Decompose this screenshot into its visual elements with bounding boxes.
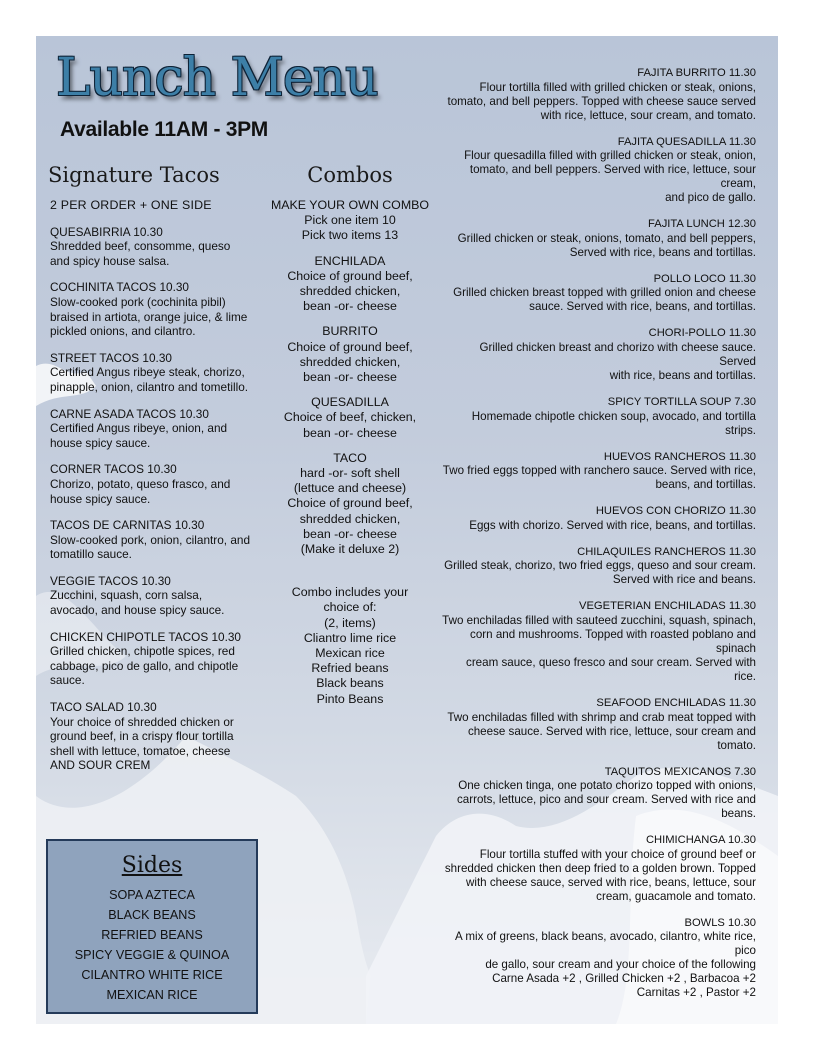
combo-option-line: bean -or- cheese	[303, 526, 397, 541]
item-name: TACOS DE CARNITAS 10.30	[50, 518, 205, 533]
combo-option-line: Choice of ground beef,	[287, 496, 413, 511]
item-name: FAJITA QUESADILLA 11.30	[617, 135, 756, 148]
item-name: TAQUITOS MEXICANOS 7.30	[604, 765, 756, 778]
signature-tacos-section	[50, 162, 250, 773]
item-name: VEGETERIAN ENCHILADAS 11.30	[579, 600, 756, 613]
menu-item	[442, 217, 756, 260]
item-description-line: cheese sauce. Served with rice, lettuce, sour cream and	[467, 724, 756, 738]
item-description-line: shredded chicken then deep fried to a golden brown. Topped	[444, 861, 756, 875]
menu-item	[442, 833, 756, 904]
menu-item	[50, 630, 250, 688]
menu-item	[442, 272, 756, 315]
item-description-line: tomato, and bell peppers. Topped with cheese sauce served	[447, 94, 756, 108]
item-description-line: Carnitas +2 , Pastor +2	[636, 986, 756, 1000]
combo-option-line: (Make it deluxe 2)	[300, 542, 400, 557]
item-description-line: beans.	[721, 807, 756, 821]
combo-includes-line: Refried beans	[311, 661, 389, 676]
item-description-line: Flour tortilla filled with grilled chicken or steak, onions,	[479, 80, 756, 94]
combo-line: Pick one item 10	[304, 213, 396, 228]
signature-tacos-rule: 2 PER ORDER + ONE SIDE	[50, 198, 212, 212]
item-description-line: and pico de gallo.	[665, 191, 756, 205]
item-description-line: Grilled chicken or steak, onions, tomato, and bell peppers,	[457, 231, 756, 245]
item-description-line: Served with rice and beans.	[612, 573, 756, 587]
combo-option-line: bean -or- cheese	[303, 370, 397, 385]
combo-option-name: ENCHILADA	[314, 253, 386, 268]
menu-item	[50, 351, 250, 395]
item-description-line: Flour quesadilla filled with grilled chicken or steak, onion,	[464, 149, 756, 163]
item-description: Grilled chicken, chipotle spices, red cabbage, pico de gallo, and chipotle sauce.	[50, 644, 239, 688]
menu-item	[50, 407, 250, 451]
item-description-line: Flour tortilla stuffed with your choice of ground beef or	[479, 847, 756, 861]
combo-includes-line: Mexican rice	[315, 646, 385, 661]
menu-item	[442, 916, 756, 1001]
combo-option-line: Choice of beef, chicken,	[283, 410, 417, 425]
side-item: BLACK BEANS	[108, 908, 196, 922]
item-description-line: cream, guacamole and tomato.	[596, 889, 756, 903]
item-name: CARNE ASADA TACOS 10.30	[50, 406, 209, 421]
combo-option	[262, 254, 438, 315]
combo-option-line: hard -or- soft shell	[300, 466, 400, 481]
combos-section	[262, 162, 438, 707]
combo-line: MAKE YOUR OWN COMBO	[270, 198, 430, 212]
combo-option-name: TACO	[333, 450, 367, 465]
item-description-line: Homemade chipotle chicken soup, avocado, and tortilla strips.	[471, 409, 756, 437]
item-description-line: Served with rice, beans and tortillas.	[569, 245, 756, 259]
menu-item	[442, 765, 756, 822]
item-description-line: tomato, and bell peppers. Served with rice, lettuce, sour cream,	[469, 163, 756, 191]
combo-option-line: shredded chicken,	[299, 511, 401, 526]
item-description-line: corn and mushrooms. Topped with roasted poblano and spinach	[470, 627, 756, 655]
side-item: REFRIED BEANS	[101, 928, 203, 942]
item-description-line: cream sauce, queso fresco and sour cream. Served with rice.	[466, 655, 756, 683]
item-description-line: carrots, lettuce, pico and sour cream. Served with rice and	[457, 793, 756, 807]
menu-item	[442, 450, 756, 493]
item-name: BOWLS 10.30	[684, 916, 756, 929]
item-name: FAJITA BURRITO 11.30	[637, 67, 756, 79]
item-description-line: Two enchiladas filled with shrimp and crab meat topped with	[447, 710, 756, 724]
item-name: CHILAQUILES RANCHEROS 11.30	[577, 545, 756, 558]
item-description: Shredded beef, consomme, queso and spicy house salsa.	[50, 239, 231, 268]
combo-option-line: shredded chicken,	[299, 354, 401, 369]
item-name: HUEVOS CON CHORIZO 11.30	[595, 505, 756, 518]
item-name: CORNER TACOS 10.30	[50, 462, 177, 477]
item-description: Certified Angus ribeye, onion, and house spicy sauce.	[50, 421, 228, 450]
side-item: SPICY VEGGIE & QUINOA	[74, 948, 230, 962]
item-name: VEGGIE TACOS 10.30	[50, 573, 171, 588]
combo-line: Pick two items 13	[301, 228, 399, 243]
side-item: CILANTRO WHITE RICE	[81, 968, 223, 982]
combo-option-line: shredded chicken,	[299, 284, 401, 299]
menu-item	[442, 135, 756, 206]
item-name: COCHINITA TACOS 10.30	[50, 280, 189, 295]
combo-option-name: QUESADILLA	[311, 395, 389, 410]
item-description-line: Eggs with chorizo. Served with rice, beans, and tortillas.	[469, 518, 756, 532]
combo-includes-line: Combo includes your	[291, 585, 409, 600]
combo-includes-line: choice of:	[323, 600, 377, 615]
item-name: FAJITA LUNCH 12.30	[648, 218, 756, 231]
item-description-line: Grilled chicken breast topped with grilled onion and cheese	[453, 286, 756, 300]
item-description-line: with rice, beans and tortillas.	[609, 368, 756, 382]
item-description-line: Grilled steak, chorizo, two fried eggs, queso and sour cream.	[444, 559, 756, 573]
item-description-line: A mix of greens, black beans, avocado, cilantro, white rice, pico	[455, 930, 756, 958]
menu-title: Lunch Menu	[56, 48, 378, 108]
item-description: Slow-cooked pork, onion, cilantro, and tomatillo sauce.	[50, 532, 251, 562]
item-description-line: One chicken tinga, one potato chorizo topped with onions,	[458, 779, 756, 793]
menu-item	[50, 518, 250, 562]
item-name: HUEVOS RANCHEROS 11.30	[603, 450, 756, 463]
item-description-line: with rice, lettuce, sour cream, and tomato.	[540, 108, 756, 122]
item-description-line: with cheese sauce, served with rice, beans, lettuce, sour	[466, 875, 756, 889]
item-description-line: beans, and tortillas.	[655, 478, 756, 492]
menu-item	[442, 696, 756, 753]
combo-includes-line: Black beans	[316, 676, 384, 691]
item-description-line: de gallo, sour cream and your choice of the following	[485, 958, 756, 972]
combo-option	[262, 451, 438, 557]
menu-item	[442, 66, 756, 123]
make-your-own-combo	[262, 198, 438, 244]
item-description: Slow-cooked pork (cochinita pibil) braised in artiota, orange juice, & lime pickled onions, and cilantro.	[50, 294, 248, 339]
sides-box	[46, 839, 258, 1014]
item-name: QUESABIRRIA 10.30	[50, 224, 163, 239]
combo-includes-line: (2, items)	[324, 615, 376, 630]
menu-item	[50, 225, 250, 269]
sides-list	[48, 885, 256, 1005]
menu-sheet	[36, 36, 778, 1024]
menu-item	[442, 504, 756, 533]
item-name: TACO SALAD 10.30	[50, 700, 157, 715]
item-description: Certified Angus ribeye steak, chorizo, pinapple, onion, cilantro and tometillo.	[50, 365, 249, 394]
combo-option	[262, 395, 438, 441]
entrees-section	[442, 66, 756, 1012]
menu-item	[442, 395, 756, 438]
item-name: CHIMICHANGA 10.30	[645, 834, 756, 847]
item-name: SEAFOOD ENCHILADAS 11.30	[596, 696, 756, 709]
menu-item	[50, 574, 250, 618]
combo-includes	[262, 585, 438, 707]
menu-item	[442, 326, 756, 383]
sides-heading: Sides	[121, 853, 183, 878]
combo-includes-line: Pinto Beans	[316, 691, 384, 706]
combo-includes-line: Cliantro lime rice	[303, 630, 397, 645]
combo-option-line: Choice of ground beef,	[287, 268, 413, 283]
combo-option-line: bean -or- cheese	[303, 299, 397, 314]
item-name: POLLO LOCO 11.30	[653, 272, 756, 285]
item-description-line: Carne Asada +2 , Grilled Chicken +2 , Barbacoa +2	[492, 972, 756, 986]
menu-item	[50, 700, 250, 773]
item-description: Chorizo, potato, queso frasco, and house spicy sauce.	[50, 476, 231, 506]
signature-tacos-heading: Signature Tacos	[48, 163, 220, 187]
combo-option-name: BURRITO	[322, 324, 378, 339]
item-name: STREET TACOS 10.30	[50, 350, 172, 365]
item-name: CHORI-POLLO 11.30	[648, 327, 756, 340]
combos-heading: Combos	[307, 163, 393, 187]
item-description-line: Grilled chicken breast and chorizo with cheese sauce. Served	[479, 340, 756, 368]
item-description: Zucchini, squash, corn salsa, avocado, and house spicy sauce.	[50, 588, 225, 618]
combo-option	[262, 324, 438, 385]
combo-option-line: (lettuce and cheese)	[293, 481, 407, 496]
item-name: CHICKEN CHIPOTLE TACOS 10.30	[50, 629, 241, 644]
item-description-line: Two fried eggs topped with ranchero sauce. Served with rice,	[442, 464, 756, 478]
side-item: MEXICAN RICE	[106, 988, 198, 1002]
menu-item	[50, 280, 250, 338]
combo-option-line: bean -or- cheese	[303, 425, 397, 440]
availability-hours: Available 11AM - 3PM	[60, 118, 268, 141]
item-name: SPICY TORTILLA SOUP 7.30	[607, 395, 756, 408]
item-description: Your choice of shredded chicken or ground beef, in a crispy flour tortilla shell with lettuce, tomatoe, cheese AND SOUR CREM	[50, 714, 234, 773]
menu-item	[50, 462, 250, 506]
menu-item	[442, 599, 756, 684]
menu-item	[442, 545, 756, 588]
item-description-line: Two enchiladas filled with sauteed zucchini, squash, spinach,	[442, 613, 756, 627]
item-description-line: tomato.	[717, 738, 756, 752]
side-item: SOPA AZTECA	[109, 888, 195, 902]
combo-option-line: Choice of ground beef,	[287, 339, 413, 354]
item-description-line: sauce. Served with rice, beans, and tortillas.	[529, 300, 756, 314]
